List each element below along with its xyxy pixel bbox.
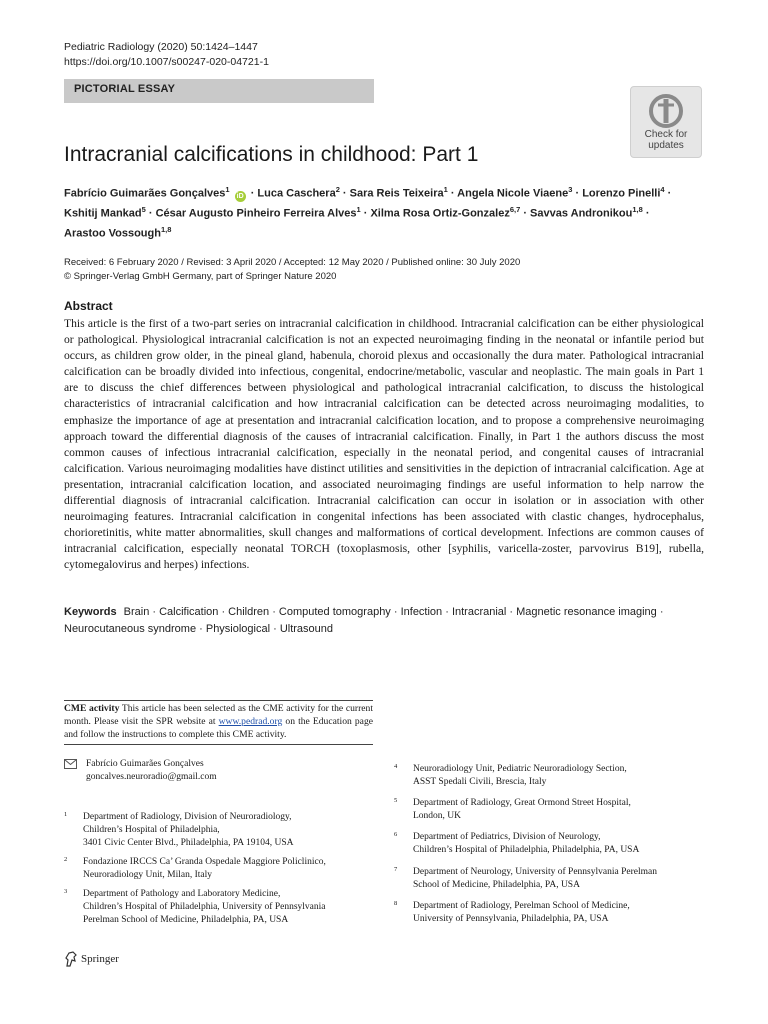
keywords-label: Keywords	[64, 606, 117, 618]
corresponding-author	[64, 758, 384, 788]
abstract-body: This article is the first of a two-part series on intracranial calcification in childhood. Intracranial calcification can be either physiological or pathological. Physiological intracranial calcification is not an expected neuroimaging finding in the neonatal or infantile period but occurs, as children grow older, in the pineal gland, habenula, choroid plexus and occasionally the dura mater. Pathological intracranial calcification can be broadly divided into infectious, congenital, endocrine/metabolic, vascular and neoplastic. The main goals in Part 1 are to discuss the chief differences between physiological and pathological intracranial calcification, to discuss the histological characteristics of intracranial calcification and how intracranial calcification can be detected across neuroimaging modalities, to emphasize the importance of age at presentation and intracranial calcification location, and to propose a comprehensive neuroimaging approach toward the differential diagnosis of the causes of intracranial calcification. Finally, in Part 1 the authors discuss the most common causes of infectious intracranial calcification, especially in the neonatal period, and congenital causes of intracranial calcification. Various neuroimaging modalities have distinct utilities and sensitivities in the depiction of intracranial calcification. Age at presentation, intracranial calcification location, and associated neuroimaging findings are useful information to help narrow the differential diagnosis of intracranial calcification. Intracranial calcification can occur in isolation or in association with other neuroimaging features. Intracranial calcification in congenital infections has been associated with clastic changes, hydrocephalus, chorioretinitis, white matter abnormalities, skull changes and malformations of cortical development. Infections are common causes of intracranial calcification, especially neonatal TORCH (toxoplasmosis, other [syphilis, varicella-zoster, parvovirus B19], rubella, cytomegalovirus and herpes) infections.	[64, 317, 704, 572]
affiliation-number: 4	[394, 763, 398, 770]
affiliation-line: Department of Radiology, Perelman School of Medicine,	[413, 901, 630, 911]
author-list: Fabrício Guimarães Gonçalves$^1$ iD · Luca Caschera$^2$ · Sara Reis Teixeira$^1$ · Angela Nicole Viaene$^3$ · Lorenzo Pinelli$^4$ · Kshitij Mankad$^5$ · César Augusto Pinheiro Ferreira Alves$^1$ · Xilma Rosa Ortiz-Gonzalez$^{6,7}$ · Savvas Andronikou$^{1,8}$ · Arastoo Vossough$^{1,8}$	[64, 185, 672, 240]
doi-link[interactable]: https://doi.org/10.1007/s00247-020-04721-1	[64, 56, 269, 68]
affiliation-line: Neuroradiology Unit, Pediatric Neuroradiology Section,	[413, 764, 627, 774]
affiliation-2	[64, 856, 374, 884]
affiliation-line: Department of Radiology, Division of Neuroradiology,	[83, 812, 292, 822]
author-affiliation-ref: 2	[335, 185, 340, 194]
section-label: PICTORIAL ESSAY	[64, 79, 374, 103]
affiliation-line: Children’s Hospital of Philadelphia,	[83, 825, 220, 835]
journal-citation: Pediatric Radiology (2020) 50:1424–1447	[64, 41, 258, 53]
cme-notice	[64, 700, 373, 745]
affiliation-line: Department of Pathology and Laboratory Medicine,	[83, 889, 281, 899]
abstract-heading: Abstract	[64, 299, 113, 313]
affiliation-number: 8	[394, 900, 398, 907]
keywords-list: Brain · Calcification · Children · Computed tomography · Infection · Intracranial · Magnetic resonance imaging · Neurocutaneous syndrome · Physiological · Ultrasound	[64, 606, 664, 635]
check-updates-line2: updates	[648, 140, 684, 151]
author-name[interactable]: Savvas Andronikou	[530, 207, 633, 220]
article-title: Intracranial calcifications in childhood: Part 1	[64, 143, 479, 166]
affiliation-number: 5	[394, 797, 398, 804]
affiliation-line: Department of Pediatrics, Division of Neurology,	[413, 832, 601, 842]
affiliation-line: Fondazione IRCCS Ca’ Granda Ospedale Maggiore Policlinico,	[83, 857, 326, 867]
affiliation-number: 7	[394, 866, 398, 873]
orcid-icon[interactable]: iD	[236, 192, 244, 200]
publisher-name: Springer	[81, 953, 119, 965]
publication-dates: Received: 6 February 2020 / Revised: 3 April 2020 / Accepted: 12 May 2020 / Published online: 30 July 2020	[64, 257, 521, 268]
author-affiliation-ref: 1,8	[632, 205, 643, 215]
affiliation-line: University of Pennsylvania, Philadelphia, PA, USA	[413, 914, 609, 924]
author-affiliation-ref: 1	[356, 205, 361, 215]
author-affiliation-ref: 1	[225, 185, 230, 194]
author-name[interactable]: Xilma Rosa Ortiz-Gonzalez	[370, 207, 510, 220]
cme-label: CME activity	[64, 703, 120, 714]
affiliation-line: Neuroradiology Unit, Milan, Italy	[83, 870, 213, 880]
check-updates-line1: Check for	[644, 129, 688, 140]
journal-header	[64, 40, 269, 70]
pedrad-link[interactable]: www.pedrad.org	[218, 716, 283, 727]
affiliation-5	[394, 797, 714, 825]
cme-text-before: This article has been selected as the CME activity for the current month. Please visit the SPR website at	[64, 703, 373, 727]
affiliation-number: 2	[64, 856, 68, 863]
author-name[interactable]: Kshitij Mankad	[64, 207, 142, 220]
affiliation-8	[394, 900, 714, 928]
affiliation-number: 3	[64, 888, 68, 895]
affiliation-line: Children’s Hospital of Philadelphia, Philadelphia, PA, USA	[413, 845, 640, 855]
cme-text-after: on the Education page and follow the instructions to complete this CME activity.	[64, 716, 373, 740]
envelope-icon	[64, 759, 77, 769]
crossmark-icon	[646, 93, 686, 129]
affiliation-line: School of Medicine, Philadelphia, PA, USA	[413, 880, 580, 890]
affiliation-line: 3401 Civic Center Blvd., Philadelphia, PA 19104, USA	[83, 838, 294, 848]
contact-name: Fabrício Guimarães Gonçalves	[86, 759, 204, 769]
author-name[interactable]: César Augusto Pinheiro Ferreira Alves	[155, 207, 357, 220]
affiliation-6	[394, 831, 714, 859]
author-name[interactable]: Angela Nicole Viaene	[457, 187, 569, 200]
copyright-notice: © Springer-Verlag GmbH Germany, part of Springer Nature 2020	[64, 271, 337, 282]
author-name[interactable]: Sara Reis Teixeira	[349, 187, 444, 200]
affiliation-number: 1	[64, 811, 68, 818]
author-name[interactable]: Luca Caschera	[257, 187, 336, 200]
author-affiliation-ref: 3	[568, 185, 573, 194]
affiliation-line: London, UK	[413, 811, 462, 821]
author-name[interactable]: Lorenzo Pinelli	[582, 187, 661, 200]
affiliation-7	[394, 866, 714, 894]
affiliation-number: 6	[394, 831, 398, 838]
check-for-updates-badge[interactable]	[630, 86, 702, 158]
author-name[interactable]: Arastoo Vossough	[64, 227, 161, 240]
author-affiliation-ref: 6,7	[509, 205, 521, 215]
affiliation-line: Perelman School of Medicine, Philadelphia, PA, USA	[83, 915, 289, 925]
affiliation-4	[394, 763, 714, 791]
author-name[interactable]: Fabrício Guimarães Gonçalves	[64, 187, 226, 200]
affiliation-3	[64, 888, 374, 928]
affiliation-1	[64, 811, 374, 851]
affiliation-line: Department of Radiology, Great Ormond Street Hospital,	[413, 798, 631, 808]
author-affiliation-ref: 4	[660, 185, 665, 194]
author-affiliation-ref: 1	[443, 185, 448, 194]
contact-email[interactable]: goncalves.neuroradio@gmail.com	[86, 772, 217, 782]
author-affiliation-ref: 1,8	[160, 225, 172, 235]
author-affiliation-ref: 5	[141, 205, 146, 215]
springer-horse-icon	[64, 951, 78, 967]
affiliation-line: ASST Spedali Civili, Brescia, Italy	[413, 777, 547, 787]
keywords	[64, 604, 704, 638]
affiliation-line: Department of Neurology, University of Pennsylvania Perelman	[413, 867, 657, 877]
affiliation-line: Children’s Hospital of Philadelphia, University of Pennsylvania	[83, 902, 326, 912]
